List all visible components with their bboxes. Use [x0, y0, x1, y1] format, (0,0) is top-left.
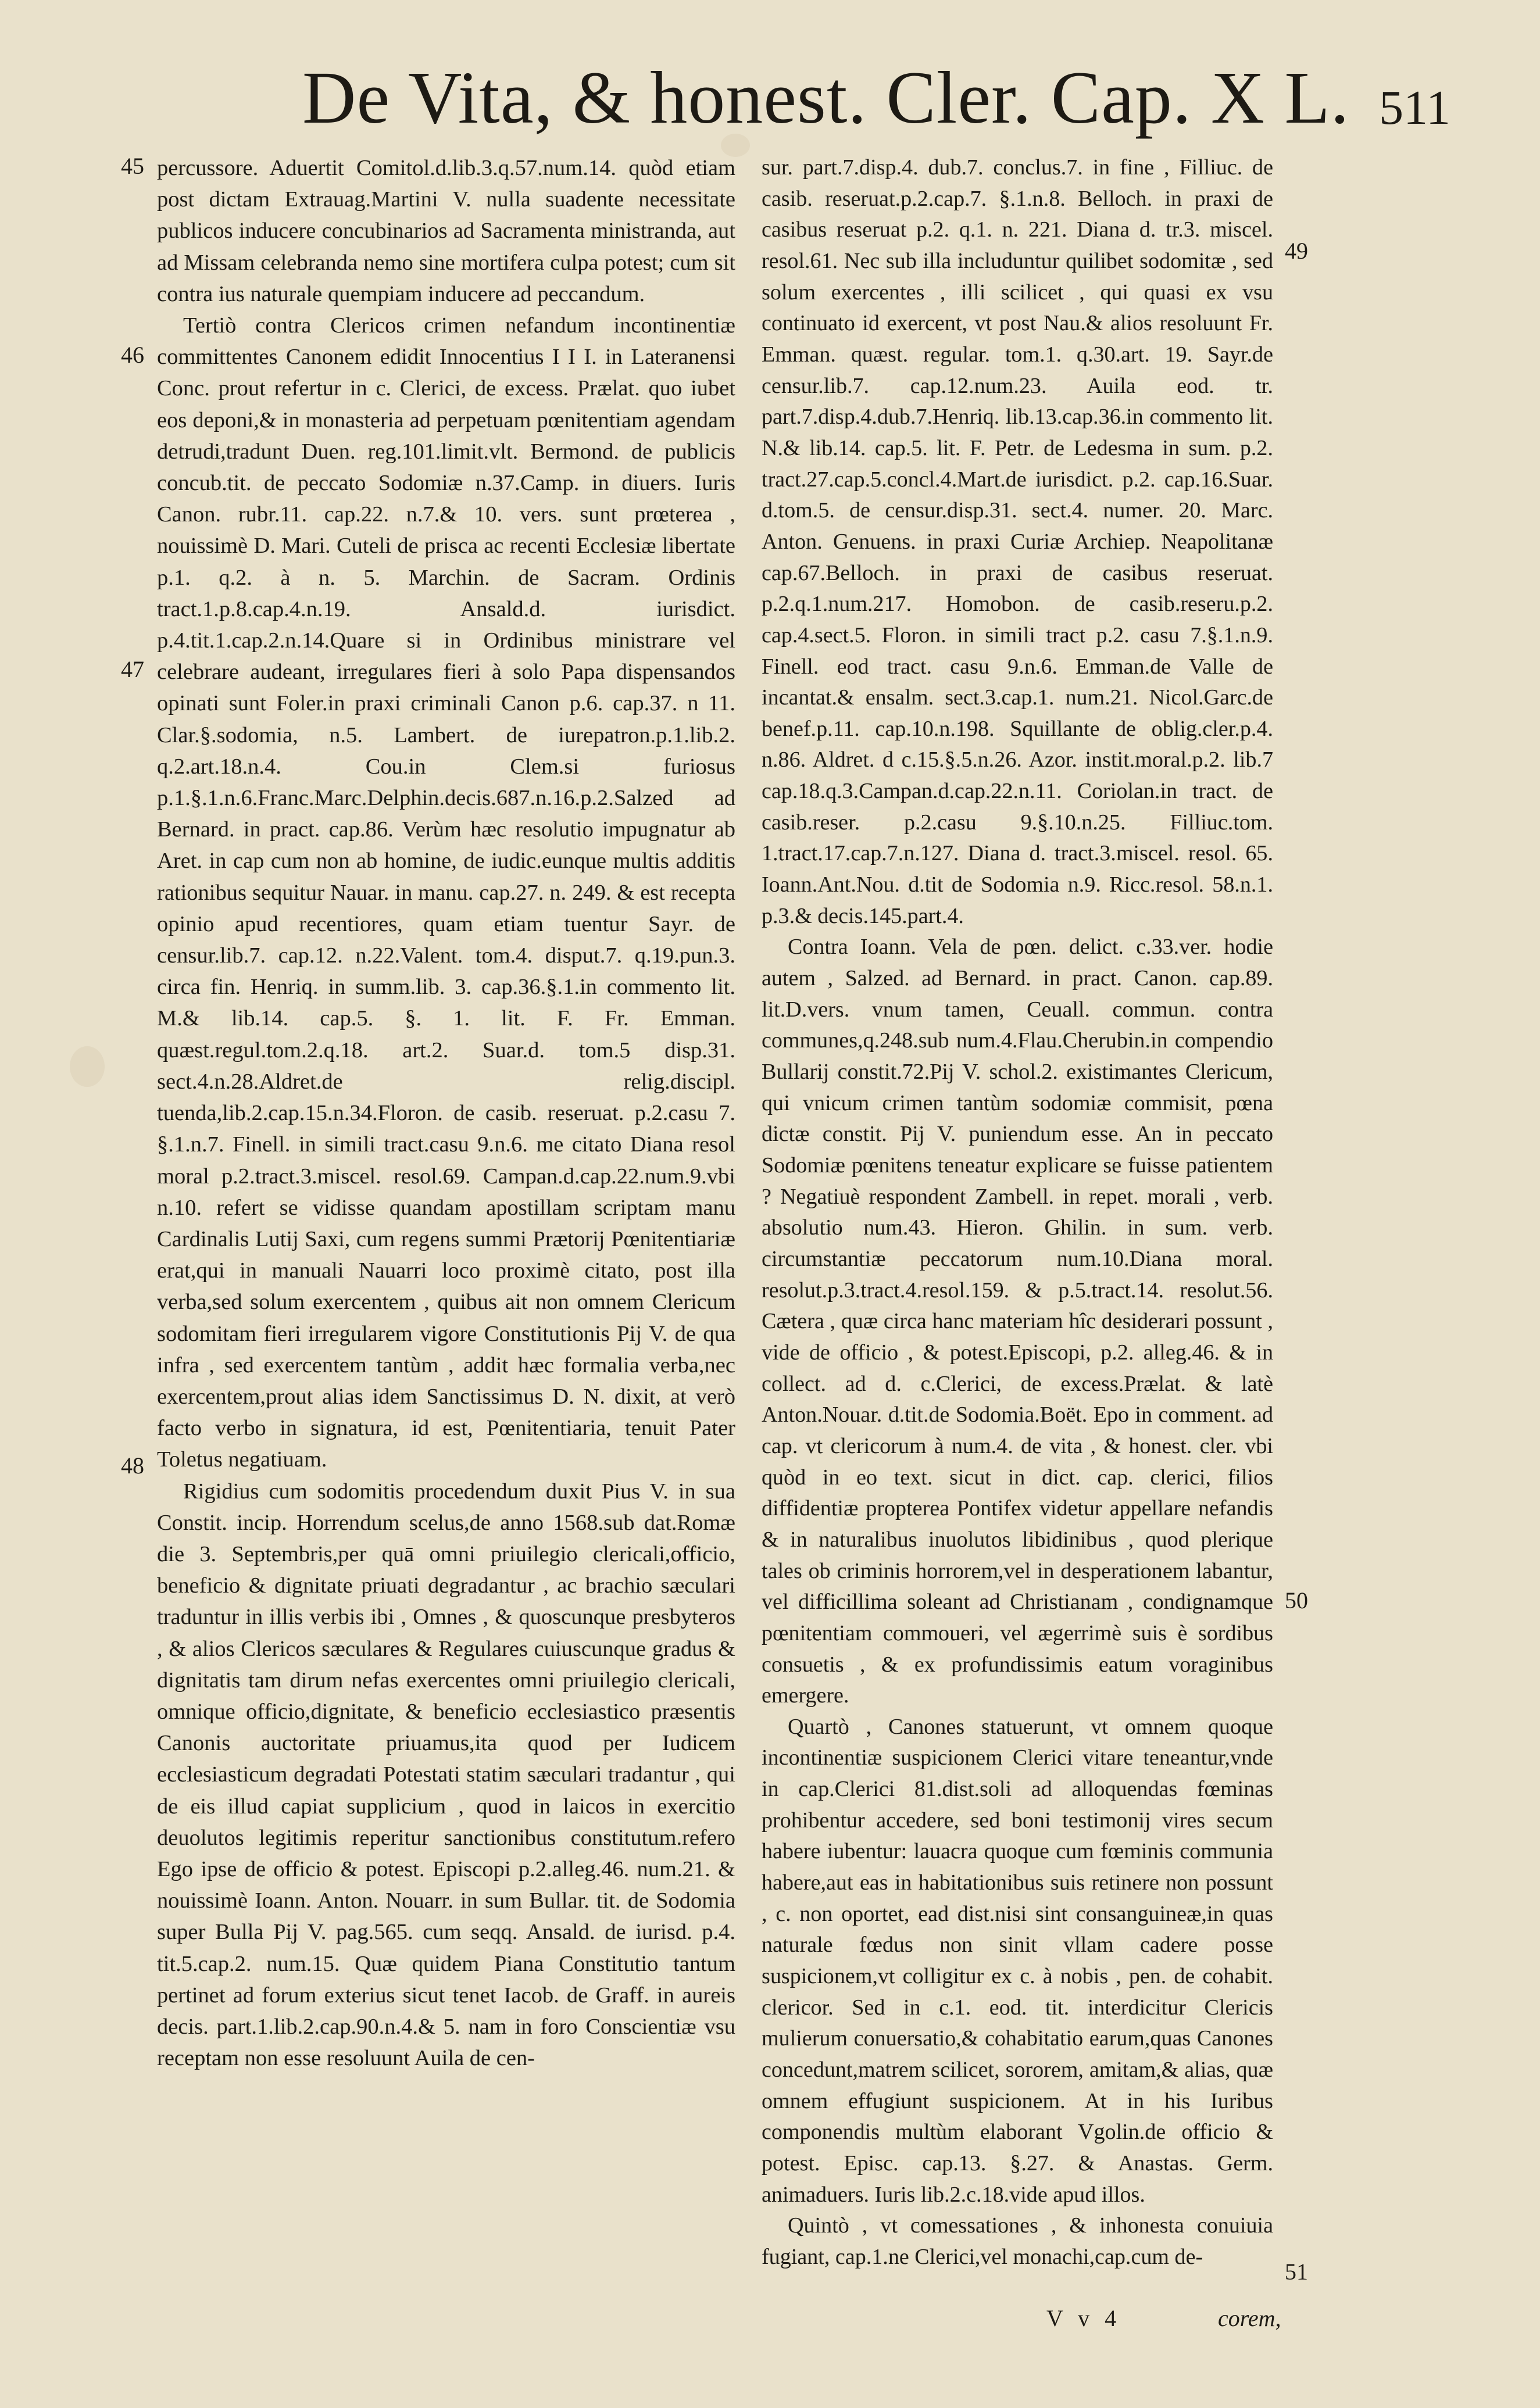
margin-number: 48: [121, 1452, 144, 1479]
signature-mark: V v 4: [1046, 2305, 1121, 2331]
paragraph: sur. part.7.disp.4. dub.7. conclus.7. in fine , Filliuc. de casib. reseruat.p.2.cap.7. §.1.n.8. Belloch. in praxi de casibus reseruat p.2. q.1. n. 221. Diana d. tr.3. miscel. resol.61. Nec sub illa includuntur quilibet sodomitæ , sed solum exercentes , illi scilicet , qui quasi ex vsu continuato id exercent, vt post Nau.& alios resoluunt Fr. Emman. quæst. regular. tom.1. q.30.art. 19. Sayr.de censur.lib.7. cap.12.num.23. Auila eod. tr. part.7.disp.4.dub.7.Henriq. lib.13.cap.36.in commento lit. N.& lib.14. cap.5. lit. F. Petr. de Ledesma in sum. p.2. tract.27.cap.5.concl.4.Mart.de iurisdict. p.2. cap.16.Suar. d.tom.5. de censur.disp.31. sect.4. numer. 20. Marc. Anton. Genuens. in praxi Curiæ Archiep. Neapolitanæ cap.67.Belloch. in praxi de casibus reseruat. p.2.q.1.num.217. Homobon. de casib.reseru.p.2. cap.4.sect.5. Floron. in simili tract p.2. casu 7.§.1.n.9. Finell. eod tract. casu 9.n.6. Emman.de Valle de incantat.& ensalm. sect.3.cap.1. num.21. Nicol.Garc.de benef.p.11. cap.10.n.198. Squillante de oblig.cler.p.4. n.86. Aldret. d c.15.§.5.n.26. Azor. instit.moral.p.2. lib.7 cap.18.q.3.Campan.d.cap.22.n.11. Coriolan.in tract. de casib.reser. p.2.casu 9.§.10.n.25. Filliuc.tom. 1.tract.17.cap.7.n.127. Diana d. tract.3.miscel. resol. 65. Ioann.Ant.Nou. d.tit de Sodomia n.9. Ricc.resol. 58.n.1. p.3.& decis.145.part.4.: [762, 155, 1273, 928]
margin-number: 51: [1285, 2259, 1308, 2285]
margin-number: 47: [121, 656, 144, 682]
paragraph: Quintò , vt comessationes , & inhonesta conuiuia fugiant, cap.1.ne Clerici,vel monachi,cap.cum de-: [762, 2213, 1273, 2269]
running-title: De Vita, & honest. Cler. Cap. X L.: [302, 56, 1350, 139]
margin-number: 46: [121, 342, 144, 368]
right-column: [762, 152, 1273, 2273]
margin-number: 49: [1285, 238, 1308, 264]
paragraph: Rigidius cum sodomitis procedendum duxit Pius V. in sua Constit. incip. Horrendum scelus,de anno 1568.sub dat.Romæ die 3. Septembris,per quā omni priuilegio clericali,officio, beneficio & dignitate priuati degradantur , ac brachio sæculari traduntur in illis verbis ibi , Omnes , & quoscunque presbyteros , & alios Clericos sæculares & Regulares cuiuscunque gradus & dignitatis tam dirum nefas exercentes omni priuilegio clericali, omnique officio,dignitate, & beneficio ecclesiastico præsentis Canonis auctoritate priuamus,ita quod per Iudicem ecclesiasticum degradati Potestati statim sæculari tradantur , qui de eis illud capiat supplicium , quod in laicos in exercitio deuolutos legitimis reperitur sanctionibus constitutum.refero Ego ipse de officio & potest. Episcopi p.2.alleg.46. num.21. & nouissimè Ioann. Anton. Nouarr. in sum Bullar. tit. de Sodomia super Bulla Pij V. pag.565. cum seqq. Ansald. de iurisd. p.4. tit.5.cap.2. num.15. Quæ quidem Piana Constitutio tantum pertinet ad forum exterius sicut tenet Iacob. de Graff. in aureis decis. part.1.lib.2.cap.90.n.4.& 5. nam in foro Conscientiæ vsu receptam non esse resoluunt Auila de cen-: [157, 1479, 735, 2071]
catchword: corem,: [1218, 2305, 1281, 2331]
margin-number: 45: [121, 153, 144, 179]
paragraph: percussore. Aduertit Comitol.d.lib.3.q.57.num.14. quòd etiam post dictam Extrauag.Martini V. nulla suadente necessitate publicos inducere concubinarios ad Sacramenta ministranda, aut ad Missam celebranda nemo sine mortifera culpa potest; cum sit contra ius naturale quempiam inducere ad peccandum.: [157, 156, 735, 306]
page-stain: [70, 1046, 105, 1087]
paragraph: Tertiò contra Clericos crimen nefandum incontinentiæ committentes Canonem edidit Innocentius I I I. in Lateranensi Conc. prout refertur in c. Clerici, de excess. Prælat. quo iubet eos deponi,& in monasteria ad perpetuam pœnitentiam agendam detrudi,tradunt Duen. reg.101.limit.vlt. Bermond. de publicis concub.tit. de peccato Sodomiæ n.37.Camp. in diuers. Iuris Canon. rubr.11. cap.22. n.7.& 10. vers. sunt prœterea , nouissimè D. Mari. Cuteli de prisca ac recenti Ecclesiæ libertate p.1. q.2. à n. 5. Marchin. de Sacram. Ordinis tract.1.p.8.cap.4.n.19. Ansald.d. iurisdict. p.4.tit.1.cap.2.n.14.Quare si in Ordinibus ministrare vel celebrare audeant, irregulares fieri à solo Papa dispensandos opinati sunt Foler.in praxi criminali Canon p.6. cap.37. n 11. Clar.§.sodomia, n.5. Lambert. de iurepatron.p.1.lib.2. q.2.art.18.n.4. Cou.in Clem.si furiosus p.1.§.1.n.6.Franc.Marc.Delphin.decis.687.n.16.p.2.Salzed ad Bernard. in pract. cap.86. Verùm hæc resolutio impugnatur ab Aret. in cap cum non ab homine, de iudic.eunque multis additis rationibus sequitur Nauar. in manu. cap.27. n. 249. & est recepta opinio apud recentiores, quam etiam tuentur Sayr. de censur.lib.7. cap.12. n.22.Valent. tom.4. disput.7. q.19.pun.3. circa fin. Henriq. in summ.lib. 3. cap.36.§.1.in commento lit. M.& lib.14. cap.5. §. 1. lit. F. Fr. Emman. quæst.regul.tom.2.q.18. art.2. Suar.d. tom.5 disp.31. sect.4.n.28.Aldret.de relig.discipl. tuenda,lib.2.cap.15.n.34.Floron. de casib. reseruat. p.2.casu 7. §.1.n.7. Finell. in simili tract.casu 9.n.6. me citato Diana resol moral p.2.tract.3.miscel. resol.69. Campan.d.cap.22.num.9.vbi n.10. refert se vidisse quandam apostillam scriptam manu Cardinalis Lutij Saxi, cum regens summi Prætorij Pœnitentiariæ erat,qui in manuali Nauarri loco proximè citato, post illa verba,sed solum exercentem , quibus ait non omnem Clericum sodomitam fieri irregularem vigore Constitutionis Pij V. de qua infra , sed exercentem tantùm , addit hæc formalia verba,nec exercentem,prout alias idem Sanctissimus D. N. dixit, at verò facto verbo in signatura, id est, Pœnitentiaria, tenuit Pater Toletus negatiuam.: [157, 313, 735, 1472]
page-number: 511: [1379, 81, 1450, 135]
paragraph: Quartò , Canones statuerunt, vt omnem quoque incontinentiæ suspicionem Clerici vitare teneantur,vnde in cap.Clerici 81.dist.soli ad alloquendas fœminas prohibentur accedere, sed boni testimonij vires secum habere iubentur: lauacra quoque cum fœminis communia habere,aut eas in habitationibus suis retinere non possunt , c. non oportet, ead dist.nisi sint consanguineæ,in quas naturale fœdus non sinit vllam cadere posse suspicionem,vt colligitur ex c. à nobis , pen. de cohabit. clericor. Sed in c.1. eod. tit. interdicitur Clericis mulierum conuersatio,& cohabitatio earum,quas Canones concedunt,matrem scilicet, sororem, amitam,& alias, quæ omnem effugiunt suspicionem. At in his Iuribus componendis multùm elaborant Vgolin.de officio & potest. Episc. cap.13. §.27. & Anastas. Germ. animaduers. Iuris lib.2.c.18.vide apud illos.: [762, 1714, 1273, 2207]
running-header: [285, 55, 1477, 142]
paragraph: Contra Ioann. Vela de pœn. delict. c.33.ver. hodie autem , Salzed. ad Bernard. in pract. Canon. cap.89. lit.D.vers. vnum tamen, Ceuall. commun. contra communes,q.248.sub num.4.Flau.Cherubin.in compendio Bullarij constit.72.Pij V. schol.2. existimantes Clericum, qui vnicum crimen tantùm sodomiæ commisit, pœna dictæ constit. Pij V. puniendum esse. An in peccato Sodomiæ pœnitens teneatur explicare se fuisse patientem ? Negatiuè respondent Zambell. in repet. morali , verb. absolutio num.43. Hieron. Ghilin. in sum. verb. circumstantiæ peccatorum num.10.Diana moral. resolut.p.3.tract.4.resol.159. & p.5.tract.14. resolut.56. Cætera , quæ circa hanc materiam hîc desiderari possunt , vide de officio , & potest.Episcopi, p.2. alleg.46. & in collect. ad d. c.Clerici, de excess.Prælat. & latè Anton.Nouar. d.tit.de Sodomia.Boët. Epo in comment. ad cap. vt clericorum à num.4. de vita , & honest. cler. vbi quòd in eo text. sicut in dict. cap. clerici, filios diffidentiæ propterea Pontifex videtur appellare nefandis & in naturalibus inuolutos libidinibus , quod plerique tales ob criminis horrorem,vel in desperationem labantur, vel difficillima soleant ad Christianam , condignamque pœnitentiam commoueri, vel ægerrimè suis è sordibus consuetis , & ex profundissimis eatum voraginibus emergere.: [762, 935, 1273, 1708]
left-column: [157, 152, 735, 2074]
margin-number: 50: [1285, 1587, 1308, 1613]
